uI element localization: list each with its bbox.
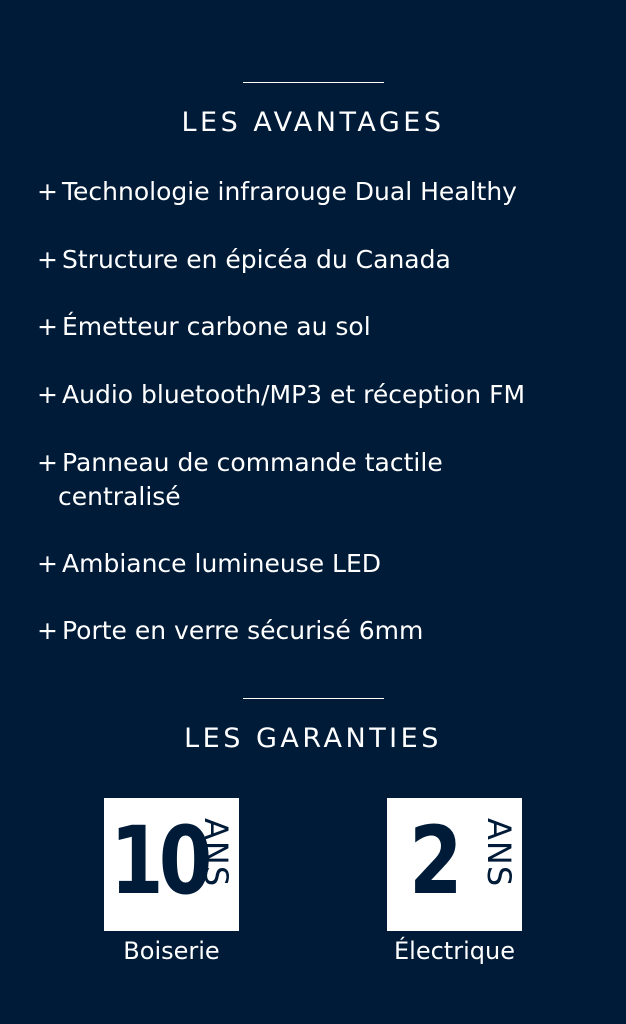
- avantage-text: Porte en verre sécurisé 6mm: [62, 616, 424, 645]
- avantage-item: [37, 310, 607, 344]
- plus-icon: +: [37, 616, 58, 645]
- avantage-text: Technologie infrarouge Dual Healthy: [62, 177, 517, 206]
- avantage-item: [37, 243, 607, 277]
- plus-icon: +: [37, 448, 58, 477]
- avantage-item: [37, 446, 607, 514]
- top-divider: [243, 82, 384, 83]
- avantage-item: [37, 175, 607, 209]
- warranty-unit: ANS: [197, 818, 235, 888]
- warranty-years: 2: [409, 807, 458, 916]
- avantage-text-continued: centralisé: [58, 482, 181, 511]
- warranty-unit: ANS: [480, 818, 518, 888]
- avantages-title: LES AVANTAGES: [181, 107, 445, 138]
- avantage-text: Audio bluetooth/MP3 et réception FM: [62, 380, 526, 409]
- avantage-item: [37, 614, 607, 648]
- warranty-badge: [104, 798, 239, 931]
- avantage-item: [37, 378, 607, 412]
- garanties-title: LES GARANTIES: [184, 723, 442, 754]
- middle-divider: [243, 698, 384, 699]
- avantage-text: Panneau de commande tactile: [62, 448, 443, 477]
- plus-icon: +: [37, 312, 58, 341]
- plus-icon: +: [37, 380, 58, 409]
- warranty-label: Boiserie: [123, 937, 220, 965]
- plus-icon: +: [37, 177, 58, 206]
- avantage-text: Structure en épicéa du Canada: [62, 245, 451, 274]
- avantage-text: Émetteur carbone au sol: [62, 312, 371, 341]
- plus-icon: +: [37, 549, 58, 578]
- avantage-item: [37, 547, 607, 581]
- warranty-badge: [387, 798, 522, 931]
- plus-icon: +: [37, 245, 58, 274]
- warranty-label: Électrique: [394, 937, 515, 965]
- warranty-years: 10: [110, 807, 208, 916]
- avantage-text: Ambiance lumineuse LED: [62, 549, 381, 578]
